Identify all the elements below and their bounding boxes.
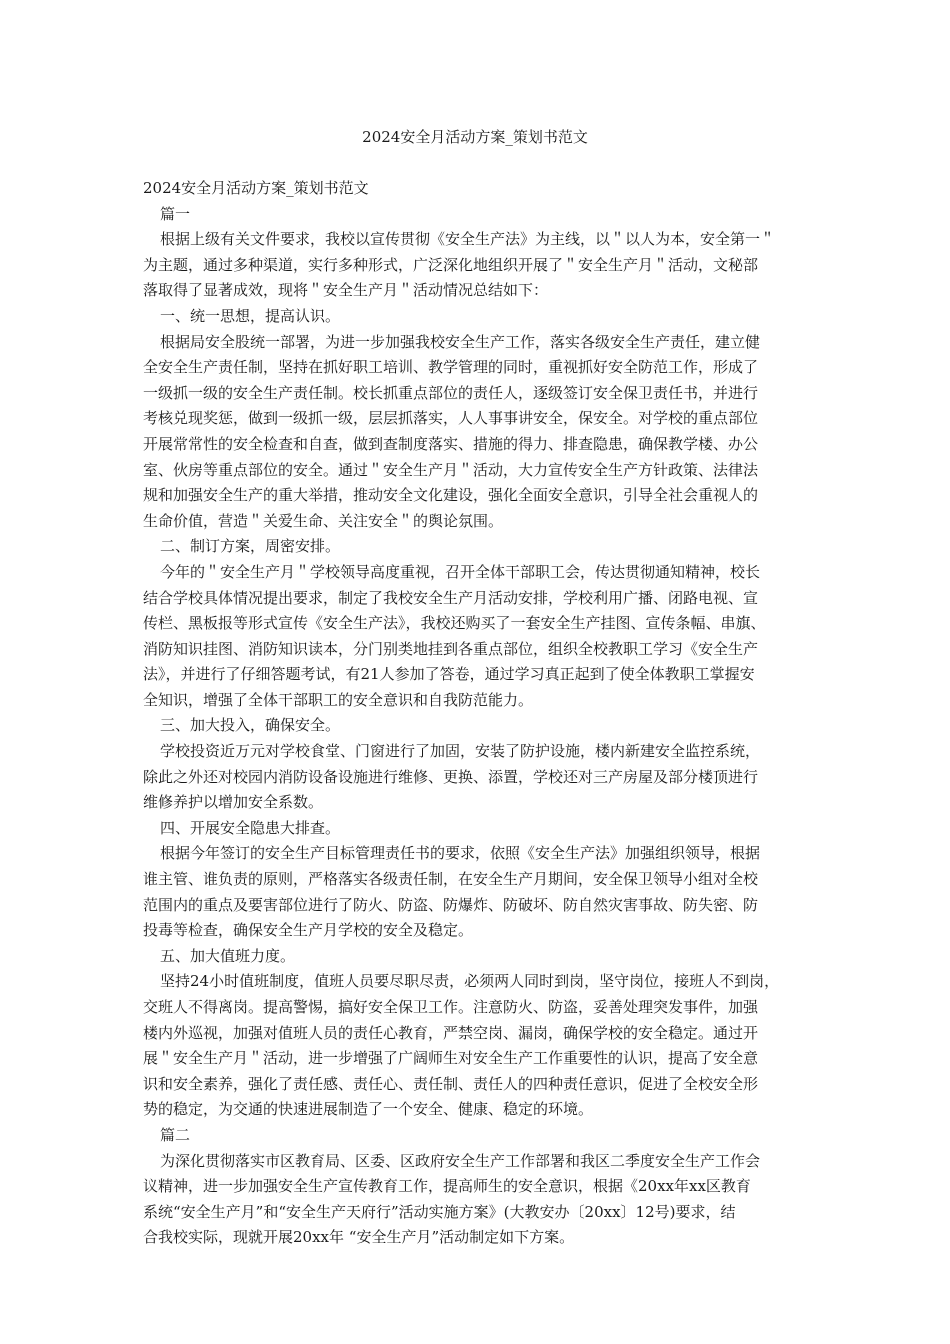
text-line: 落取得了显著成效，现将＂安全生产月＂活动情况总结如下： [143,281,549,300]
text-line: 全知识，增强了全体干部职工的安全意识和自我防范能力。 [143,690,534,709]
text-line: 楼内外巡视，加强对值班人员的责任心教育，严禁空岗、漏岗，确保学校的安全稳定。通过开 [143,1023,759,1042]
text-line: 生命价值，营造＂关爱生命、关注安全＂的舆论氛围。 [143,511,504,530]
page-title: 2024安全月活动方案_策划书范文 [362,128,588,146]
text-line: 传栏、黑板报等形式宣传《安全生产法》，我校还购买了一套安全生产挂图、宣传条幅、串旗、 [143,614,766,633]
text-line: 法》，并进行了仔细答题考试，有21人参加了答卷，通过学习真正起到了使全体教职工掌握安 [143,665,755,684]
text-line: 四、开展安全隐患大排查。 [160,818,341,837]
text-line: 二、制订方案，周密安排。 [160,537,341,556]
text-line: 全安全生产责任制，坚持在抓好职工培训、教学管理的同时，重视抓好安全防范工作，形成了 [143,358,759,377]
text-line: 系统“安全生产月”和“安全生产天府行”活动实施方案》(大教安办〔20xx〕12号)要求，结 [143,1202,736,1221]
text-line: 篇二 [160,1125,191,1144]
text-line: 学校投资近万元对学校食堂、门窗进行了加固，安装了防护设施，楼内新建安全监控系统， [160,742,761,761]
text-line: 根据局安全股统一部署，为进一步加强我校安全生产工作，落实各级安全生产责任，建立健 [160,332,761,351]
text-line: 范围内的重点及要害部位进行了防火、防盗、防爆炸、防破坏、防自然灾害事故、防失密、防 [143,895,759,914]
document-body [143,176,808,1251]
text-line: 一级抓一级的安全生产责任制。校长抓重点部位的责任人，逐级签订安全保卫责任书，并进行 [143,383,759,402]
text-line: 考核兑现奖惩，做到一级抓一级，层层抓落实，人人事事讲安全，保安全。对学校的重点部位 [143,409,759,428]
text-line: 投毒等检查，确保安全生产月学校的安全及稳定。 [143,921,474,940]
text-line: 五、加大值班力度。 [160,946,296,965]
text-line: 议精神，进一步加强安全生产宣传教育工作，提高师生的安全意识，根据《20xx年xx区教育 [143,1177,751,1196]
text-line: 谁主管、谁负责的原则，严格落实各级责任制，在安全生产月期间，安全保卫领导小组对全校 [143,870,759,889]
text-line: 坚持24小时值班制度，值班人员要尽职尽责，必须两人同时到岗，坚守岗位，接班人不到岗， [160,972,780,991]
text-line: 为主题，通过多种渠道，实行多种形式，广泛深化地组织开展了＂安全生产月＂活动，文秘部 [143,255,759,274]
text-line: 消防知识挂图、消防知识读本，分门别类地挂到各重点部位，组织全校教职工学习《安全生产 [143,639,759,658]
text-line: 2024安全月活动方案_策划书范文 [143,179,369,197]
text-line: 结合学校具体情况提出要求，制定了我校安全生产月活动安排，学校利用广播、闭路电视、宣 [143,588,759,607]
text-line: 根据今年签订的安全生产目标管理责任书的要求，依照《安全生产法》加强组织领导，根据 [160,844,761,863]
text-line: 维修养护以增加安全系数。 [143,793,324,812]
text-line: 合我校实际，现就开展20xx年 “安全生产月”活动制定如下方案。 [143,1228,575,1247]
text-line: 规和加强安全生产的重大举措，推动安全文化建设，强化全面安全意识，引导全社会重视人的 [143,486,759,505]
text-line: 势的稳定，为交通的快速进展制造了一个安全、健康、稳定的环境。 [143,1100,594,1119]
text-line: 交班人不得离岗。提高警惕，搞好安全保卫工作。注意防火、防盗，妥善处理突发事件，加强 [143,998,759,1016]
text-line: 篇一 [160,204,191,223]
text-line: 除此之外还对校园内消防设备设施进行维修、更换、添置，学校还对三产房屋及部分楼顶进行 [143,767,759,786]
text-line: 开展常常性的安全检查和自查，做到查制度落实、措施的得力、排查隐患，确保教学楼、办公 [143,434,759,453]
text-line: 为深化贯彻落实市区教育局、区委、区政府安全生产工作部署和我区二季度安全生产工作会 [160,1151,761,1170]
text-line: 今年的＂安全生产月＂学校领导高度重视，召开全体干部职工会，传达贯彻通知精神，校长 [160,562,761,581]
text-line: 三、加大投入，确保安全。 [160,716,341,735]
text-line: 一、统一思想，提高认识。 [160,306,341,325]
text-line: 室、伙房等重点部位的安全。通过＂安全生产月＂活动，大力宣传安全生产方针政策、法律法 [143,460,759,479]
text-line: 识和安全素养，强化了责任感、责任心、责任制、责任人的四种责任意识，促进了全校安全形 [143,1074,759,1093]
text-line: 根据上级有关文件要求，我校以宣传贯彻《安全生产法》为主线，以＂以人为本，安全第一＂ [160,230,776,249]
text-line: 展＂安全生产月＂活动，进一步增强了广阔师生对安全生产工作重要性的认识，提高了安全意 [143,1049,759,1068]
